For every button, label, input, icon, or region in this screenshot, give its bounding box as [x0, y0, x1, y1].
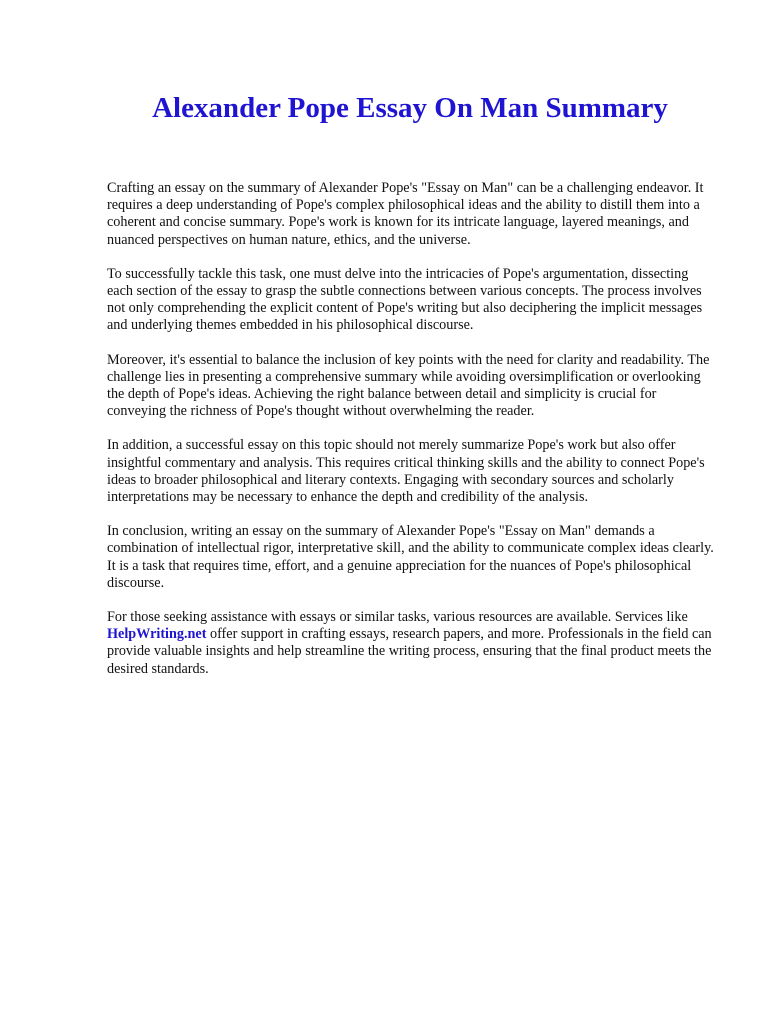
- paragraph-6: [107, 609, 715, 678]
- paragraph-6-after-link: offer support in crafting essays, research papers, and more. Professionals in the field can provide valuable insights and help streamline the writing process, ensuring that the final product meets the desired standards.: [107, 626, 712, 677]
- paragraph-4: In addition, a successful essay on this topic should not merely summarize Pope's work but also offer insightful commentary and analysis. This requires critical thinking skills and the ability to connect Pope's ideas to broader philosophical and literary contexts. Engaging with secondary sources and scholarly interpretations may be necessary to enhance the depth and credibility of the analysis.: [107, 437, 705, 506]
- paragraph-6-before-link: For those seeking assistance with essays or similar tasks, various resources are available. Services like: [107, 609, 688, 626]
- paragraph-1: Crafting an essay on the summary of Alexander Pope's "Essay on Man" can be a challenging endeavor. It requires a deep understanding of Pope's complex philosophical ideas and the ability to distill them into a coherent and concise summary. Pope's work is known for its intricate language, layered meanings, and nuanced perspectives on human nature, ethics, and the universe.: [107, 180, 704, 248]
- paragraph-2: To successfully tackle this task, one must delve into the intricacies of Pope's argumentation, dissecting each section of the essay to grasp the subtle connections between various concepts. The process involves not only comprehending the explicit content of Pope's writing but also deciphering the implicit messages and underlying themes embedded in his philosophical discourse.: [107, 265, 703, 334]
- helpwriting-link[interactable]: HelpWriting.net: [107, 626, 207, 643]
- page-title: Alexander Pope Essay On Man Summary: [152, 92, 668, 124]
- paragraph-5: In conclusion, writing an essay on the summary of Alexander Pope's "Essay on Man" demands a combination of intellectual rigor, interpretative skill, and the ability to communicate complex ideas clearly. It is a task that requires time, effort, and a genuine appreciation for the nuances of Pope's philosophical discourse.: [107, 523, 714, 591]
- paragraph-3: Moreover, it's essential to balance the inclusion of key points with the need for clarity and readability. The challenge lies in presenting a comprehensive summary while avoiding oversimplification or overlooking the depth of Pope's ideas. Achieving the right balance between detail and simplicity is crucial for conveying the richness of Pope's thought without overwhelming the reader.: [107, 351, 710, 420]
- document-body: [107, 180, 715, 695]
